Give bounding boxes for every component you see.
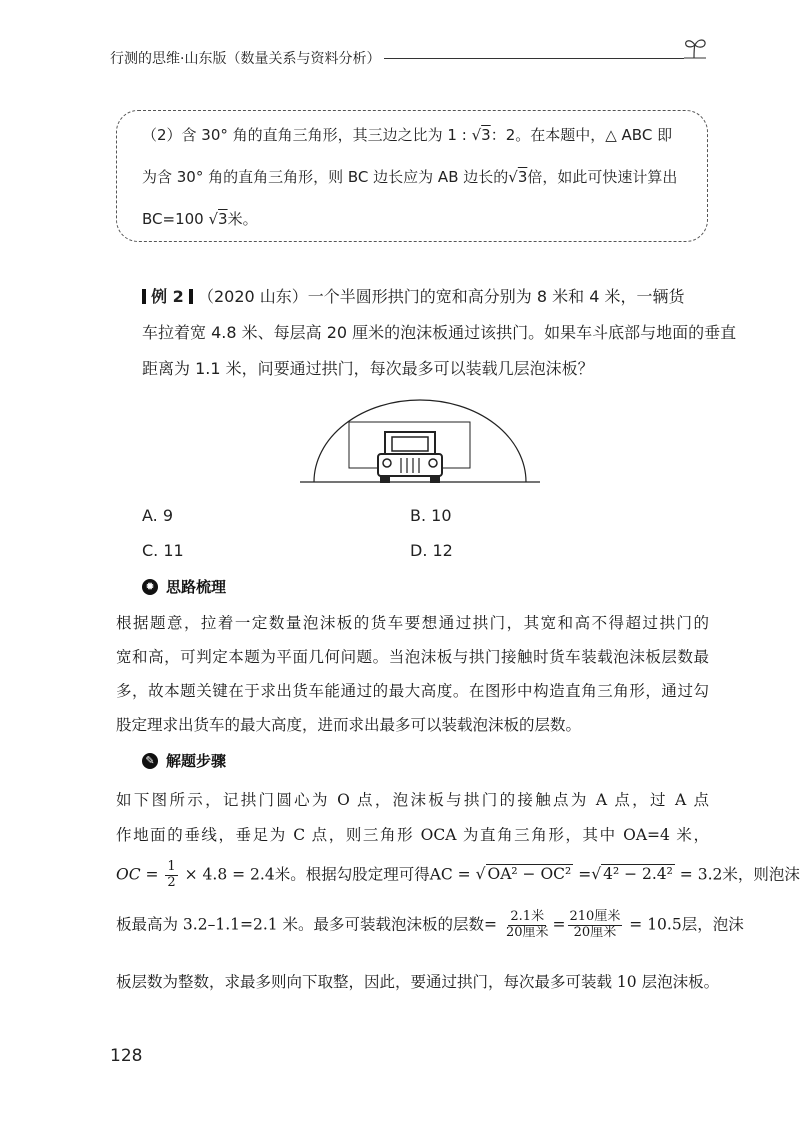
option-d: D. 12 (410, 541, 453, 560)
example-line-2: 车拉着宽 4.8 米、每层高 20 厘米的泡沫板通过该拱门。如果车斗底部与地面的垂直 (142, 323, 737, 342)
analysis-heading: ✹ 思路梳理 (142, 576, 226, 597)
solution-equation-line: OC = $\frac{1}{2}$ × 4.8 = 2.4米。根据勾股定理可得AC = √ OA² − OC² =√ 4² − 2.4² = 3.2米，则泡沫 (116, 859, 800, 890)
solution-line-5: 板层数为整数，求最多则向下取整，因此，要通过拱门，每次最多可装载 10 层泡沫板。 (116, 973, 720, 991)
tag-bar-left (142, 289, 146, 304)
running-header: 行测的思维·山东版（数量关系与资料分析） (110, 51, 381, 67)
truck-body (378, 454, 442, 476)
solution-line-1: 如下图所示，记拱门圆心为 O 点，泡沫板与拱门的接触点为 A 点，过 A 点 (116, 791, 709, 809)
example-line-1: 例 2 （2020 山东）一个半圆形拱门的宽和高分别为 8 米和 4 米，一辆货 (142, 284, 685, 307)
example-tag: 例 2 (151, 287, 184, 306)
example-line-3: 距离为 1.1 米，问要通过拱门，每次最多可以装载几层泡沫板？ (142, 359, 594, 378)
solution-layers-line: 板最高为 3.2–1.1=2.1 米。最多可装载泡沫板的层数= $\frac{\text{2.1米}}{\text{20厘米}}$ = $\frac{\text{210厘米}}{\text{20厘米}}$ = 10.5层，泡沫 (116, 909, 744, 940)
pen-icon: ✎ (142, 753, 158, 769)
solution-heading: ✎ 解题步骤 (142, 750, 226, 771)
tip-line-1: （2）含 30° 角的直角三角形，其三边之比为 1 : √3：2。在本题中，△ ABC 即 (142, 126, 673, 144)
option-a: A. 9 (142, 506, 174, 525)
analysis-line-2: 宽和高，可判定本题为平面几何问题。当泡沫板与拱门接触时货车装载泡沫板层数最 (116, 648, 709, 666)
tag-bar-right (189, 289, 193, 304)
truck-wheel-right (430, 475, 440, 483)
tip-line-3: BC=100 √3米。 (142, 210, 258, 228)
arch-truck-diagram (300, 398, 540, 494)
gear-icon: ✹ (142, 579, 158, 595)
fraction-converted: $\frac{\text{210厘米}}{\text{20厘米}}$ (569, 909, 621, 940)
analysis-line-3: 多，故本题关键在于求出货车能通过的最大高度。在图形中构造直角三角形，通过勾 (116, 682, 709, 700)
analysis-line-4: 股定理求出货车的最大高度，进而求出最多可以装载泡沫板的层数。 (116, 716, 582, 734)
solution-line-2: 作地面的垂线，垂足为 C 点，则三角形 OCA 为直角三角形，其中 OA=4 米， (116, 826, 709, 844)
truck-wheel-left (380, 475, 390, 483)
fraction-height: $\frac{\text{2.1米}}{\text{20厘米}}$ (505, 909, 549, 940)
option-b: B. 10 (410, 506, 452, 525)
truck-windshield (392, 437, 428, 451)
analysis-line-1: 根据题意，拉着一定数量泡沫板的货车要想通过拱门，其宽和高不得超过拱门的 (116, 614, 709, 632)
tip-line-2: 为含 30° 角的直角三角形，则 BC 边长应为 AB 边长的√3倍，如此可快速计算出 (142, 168, 678, 186)
fraction-half: $\frac{1}{2}$ (167, 859, 176, 890)
option-c: C. 11 (142, 541, 184, 560)
page-number: 128 (110, 1046, 143, 1066)
header-rule (384, 58, 684, 59)
sprout-icon (680, 36, 710, 62)
